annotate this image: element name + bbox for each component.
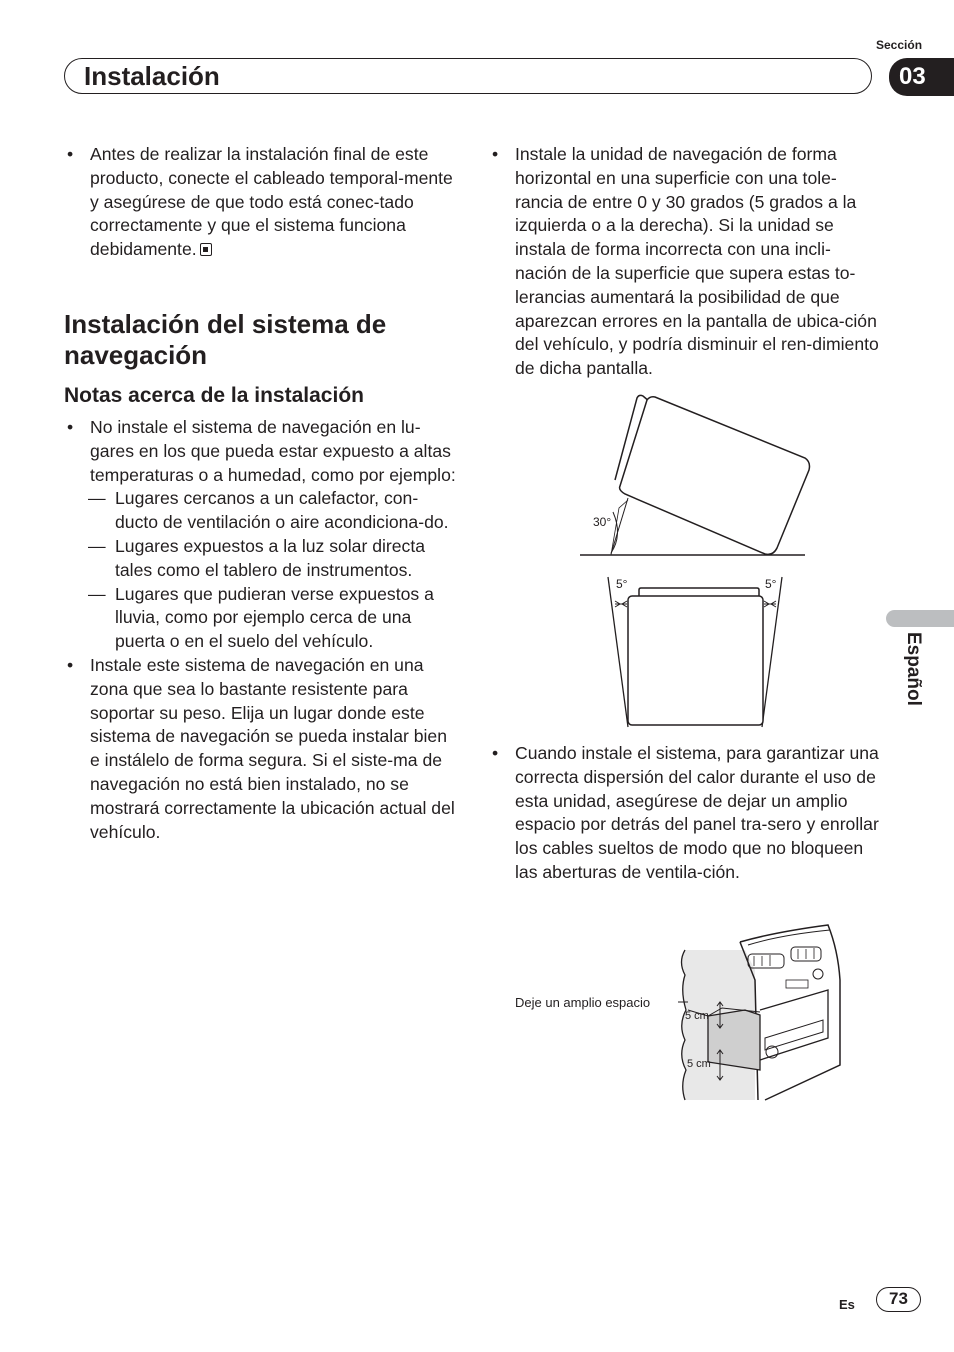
list-item <box>64 143 456 262</box>
right-angle-label: 5° <box>765 577 777 591</box>
dash-icon: — <box>88 488 106 509</box>
space-label: Deje un amplio espacio <box>515 995 651 1010</box>
sub-list-item <box>64 487 456 535</box>
side-tolerance-diagram <box>595 572 795 732</box>
tilt-angle-diagram <box>575 390 820 565</box>
list-item-text: Instale la unidad de navegación de forma horizontal en una superficie con una tole-rancia de entre 0 y 30 grados (5 grados a la izquierda o a la derecha). Si la unidad se instala de forma incorrecta con una incli-nación de la superficie que supera estas to-lerancias aumentará la posibilidad de que aparezcan errores en la pantalla de ubica-ción del vehículo, y podría disminuir el ren-dimiento de dicha pantalla. <box>515 144 879 379</box>
bullet-icon: • <box>67 144 74 164</box>
page-number: 73 <box>876 1287 921 1312</box>
bullet-icon: • <box>67 654 74 675</box>
section-heading: Instalación del sistema de navegación <box>64 309 387 370</box>
chapter-title: Instalación <box>84 61 220 91</box>
sub-list-item <box>64 583 456 654</box>
sub-list-item-text: Lugares que pudieran verse expuestos a lluvia, como por ejemplo cerca de una puerta o en el suelo del vehículo. <box>115 583 434 652</box>
bottom-gap-label: 5 cm <box>687 1058 711 1070</box>
bullet-icon: • <box>492 144 499 164</box>
intro-list <box>64 143 456 262</box>
bullet-icon: • <box>67 417 74 437</box>
ventilation-list <box>489 742 881 885</box>
list-item <box>64 416 456 487</box>
language-tab <box>886 610 954 627</box>
sub-list-item <box>64 535 456 583</box>
section-label: Sección <box>876 38 923 52</box>
top-gap-label: 5 cm <box>685 1010 709 1022</box>
orientation-list <box>489 143 881 381</box>
language-label: Español <box>903 632 924 706</box>
list-item-text: Cuando instale el sistema, para garantizar una correcta dispersión del calor durante el uso de esta unidad, asegúrese de dejar un amplio espacio por detrás del panel tra-sero y enrollar los cables sueltos de modo que no bloqueen las aberturas de ventila-ción. <box>515 743 879 882</box>
sub-list-item-text: Lugares expuestos a la luz solar directa tales como el tablero de instrumentos. <box>115 535 426 580</box>
language-code: Es <box>839 1297 855 1312</box>
sub-list-item-text: Lugares cercanos a un calefactor, con-ducto de ventilación o aire acondiciona-do. <box>115 488 449 533</box>
list-item-text: Instale este sistema de navegación en una zona que sea lo bastante resistente para soportar su peso. Elija un lugar donde este sistema de navegación se pueda instalar bien e instálelo de forma segura. Si el siste-ma de navegación no está bien instalado, no se mostrará correctamente la ubicación actual del vehículo. <box>90 654 455 842</box>
dashboard-clearance-diagram <box>510 920 860 1110</box>
end-of-section-icon <box>200 243 212 256</box>
tilt-angle-label: 30° <box>593 515 612 529</box>
bullet-icon: • <box>492 743 499 763</box>
left-angle-label: 5° <box>616 577 628 591</box>
dash-icon: — <box>88 583 106 604</box>
list-item <box>64 654 456 844</box>
installation-notes-list <box>64 416 456 844</box>
dash-icon: — <box>88 535 106 556</box>
list-item-text: No instale el sistema de navegación en lu-gares en los que pueda estar expuesto a altas temperaturas o a humedad, como por ejemplo: <box>90 417 456 485</box>
list-item <box>489 143 881 381</box>
section-number-tab: 03 <box>889 58 954 96</box>
list-item <box>489 742 881 885</box>
list-item-text: Antes de realizar la instalación final de este producto, conecte el cableado temporal-mente y asegúrese de que todo está conec-tado correctamente y que el sistema funciona debidamente. <box>90 144 453 260</box>
subsection-heading: Notas acerca de la instalación <box>64 384 364 407</box>
